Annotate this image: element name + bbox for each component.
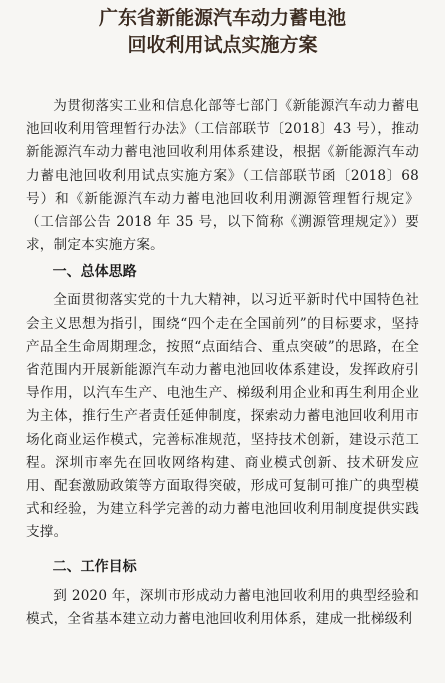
title-line-1: 广东省新能源汽车动力蓄电池 [98, 7, 346, 29]
document-title [26, 5, 419, 59]
intro-paragraph: 为贯彻落实工业和信息化部等七部门《新能源汽车动力蓄电池回收利用管理暂行办法》（工信部联节〔2018〕43 号），推动新能源汽车动力蓄电池回收利用体系建设，根据《新能源汽车动力蓄电池回收利用试点实施方案》（工信部联节函〔2018〕68 号）和《新能源汽车动力蓄电池回收利用溯源管理暂行规定》（工信部公告 2018 年 35 号，以下简称《溯源管理规定》）要求，制定本实施方案。 [26, 98, 419, 254]
title-line-2: 回收利用试点实施方案 [127, 34, 318, 56]
section-1-paragraph: 全面贯彻落实党的十九大精神，以习近平新时代中国特色社会主义思想为指引，围绕“四个走在全国前列”的目标要求，坚持产品全生命周期理念，按照“点面结合、重点突破”的思路，在全省范围内开展新能源汽车动力蓄电池回收体系建设，发挥政府引导作用，以汽车生产、电池生产、梯级利用企业和再生利用企业为主体，推行生产者责任延伸制度，探索动力蓄电池回收利用市场化商业运作模式，完善标准规范，坚持技术创新，建设示范工程。深圳市率先在回收网络构建、商业模式创新、技术研发应用、配套激励政策等方面取得突破，形成可复制可推广的典型模式和经验，为建立科学完善的动力蓄电池回收利用制度提供实践支撑。 [26, 292, 419, 541]
section-1-heading: 一、总体思路 [52, 264, 137, 281]
section-2-heading: 二、工作目标 [52, 558, 137, 575]
title-heading [26, 5, 419, 59]
section-2-paragraph: 到 2020 年，深圳市形成动力蓄电池回收利用的典型经验和模式，全省基本建立动力蓄电池回收利用体系，建成一批梯级利 [26, 587, 419, 627]
